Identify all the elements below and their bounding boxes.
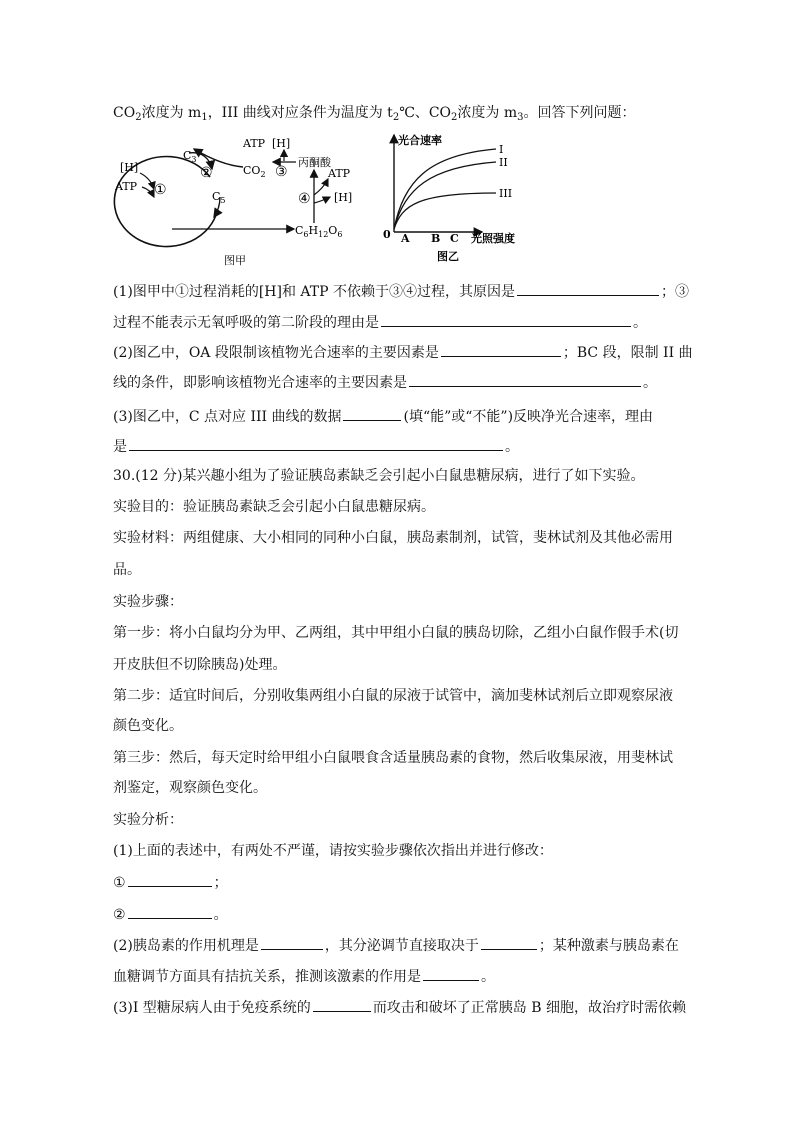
q30-step2-line-2: 颜色变化。 <box>113 718 183 734</box>
q30-materials-2: 品。 <box>113 562 141 578</box>
x-tick-c: C <box>450 232 459 245</box>
q30-step3-line-1: 第三步：然后，每天定时给甲组小白鼠喂食含适量胰岛素的食物，然后收集尿液，用斐林试 <box>113 750 673 766</box>
a2-text: ，其分泌调节直接取决于 <box>324 938 479 954</box>
q3-text: (填“能”或“不能”)反映净光合速率，理由 <box>403 409 654 425</box>
answer-blank[interactable] <box>343 406 401 421</box>
item-marker: ① <box>113 875 126 891</box>
subscript: 2 <box>392 112 400 123</box>
a2-text: 血糖调节方面具有拮抗关系，推测该激素的作用是 <box>113 969 421 985</box>
answer-blank[interactable] <box>409 372 641 387</box>
co2-label: $CO_2$ <box>243 164 266 179</box>
q30-steps-heading: 实验步骤： <box>113 594 183 610</box>
q1-line-1 <box>113 281 689 302</box>
intro-text: ℃、CO <box>399 105 452 121</box>
intro-text: 浓度为 m <box>141 105 202 121</box>
q30-a3-line-1 <box>113 997 686 1018</box>
intro-text: CO <box>113 105 136 121</box>
answer-blank[interactable] <box>423 966 479 981</box>
step-3-label: ③ <box>275 164 288 180</box>
atp-left-label: ATP <box>115 180 138 193</box>
a2-text: (2)胰岛素的作用机理是 <box>113 938 259 954</box>
answer-blank[interactable] <box>128 904 212 919</box>
answer-blank[interactable] <box>481 935 537 950</box>
step-1-label: ① <box>154 182 167 198</box>
curve-iii <box>394 193 496 229</box>
q1-text: 。 <box>633 315 647 331</box>
q3-text: 。 <box>505 439 519 455</box>
arrow-to-atp-right <box>314 179 328 195</box>
q3-line-1 <box>113 406 653 427</box>
q30-purpose: 实验目的：验证胰岛素缺乏会引起小白鼠患糖尿病。 <box>113 499 435 515</box>
curve-i <box>394 149 496 229</box>
legend-i: I <box>499 143 504 156</box>
figure-jia-caption: 图甲 <box>224 254 246 267</box>
q1-text: ；③ <box>660 284 689 300</box>
answer-blank[interactable] <box>441 342 561 357</box>
q30-header: 30.(12 分)某兴趣小组为了验证胰岛素缺乏会引起小白鼠患糖尿病，进行了如下实验。 <box>113 468 645 484</box>
q30-a2-line-2 <box>113 966 495 987</box>
q30-a1: (1)上面的表述中，有两处不严谨，请按实验步骤依次指出并进行修改： <box>113 843 553 859</box>
q30-step2-line-1: 第二步：适宜时间后，分别收集两组小白鼠的尿液于试管中，滴加斐林试剂后立即观察尿液 <box>113 688 673 704</box>
origin-label: 0 <box>383 228 391 241</box>
answer-blank[interactable] <box>517 281 659 296</box>
atp-right-label: ATP <box>328 167 351 180</box>
q1-text: (1)图甲中①过程消耗的[H]和 ATP 不依赖于③④过程，其原因是 <box>113 284 515 300</box>
item-marker: ② <box>113 907 126 923</box>
q1-line-2 <box>113 312 647 333</box>
q3-text: (3)图乙中，C 点对应 III 曲线的数据 <box>113 409 342 425</box>
subscript: 3 <box>517 112 524 123</box>
subscript: 1 <box>201 112 208 123</box>
q30-a1-item-2 <box>113 904 228 925</box>
figure-yi-caption: 图乙 <box>437 250 459 263</box>
q30-step1-line-1: 第一步：将小白鼠均分为甲、乙两组，其中甲组小白鼠的胰岛切除，乙组小白鼠作假手术(切 <box>113 625 679 641</box>
q2-text: 。 <box>643 375 657 391</box>
glucose-label: $C_6H_{12}O_6$ <box>295 224 343 239</box>
answer-blank[interactable] <box>313 997 371 1012</box>
x-axis-label: 光照强度 <box>471 232 515 245</box>
q30-a1-item-1 <box>113 872 228 893</box>
q2-line-2 <box>113 372 657 393</box>
intro-text: 浓度为 m <box>457 105 518 121</box>
q2-text: 线的条件，即影响该植物光合速率的主要因素是 <box>113 375 407 391</box>
a3-text: 而攻击和破坏了正常胰岛 B 细胞，故治疗时需依赖 <box>372 1000 686 1016</box>
punctuation: 。 <box>213 907 228 923</box>
arrow-to-h-right <box>314 197 330 203</box>
h-top-label: [H] <box>272 137 291 150</box>
c3-label: $C_3$ <box>183 149 197 164</box>
legend-iii: III <box>499 187 513 200</box>
answer-blank[interactable] <box>128 872 212 887</box>
q2-line-1 <box>113 342 693 363</box>
a2-text: 。 <box>481 969 495 985</box>
arrow-atp-left <box>142 187 154 197</box>
q30-a2-line-1 <box>113 935 679 956</box>
h-left-label: [H] <box>120 161 139 174</box>
intro-text: ，III 曲线对应条件为温度为 t <box>207 105 393 121</box>
q30-step1-line-2: 开皮肤但不切除胰岛)处理。 <box>113 657 287 673</box>
answer-blank[interactable] <box>129 436 503 451</box>
q30-analysis-heading: 实验分析： <box>113 812 183 828</box>
y-axis-label: 光合速率 <box>398 134 442 147</box>
q30-materials-1: 实验材料：两组健康、大小相同的同种小白鼠，胰岛素制剂，试管，斐林试剂及其他必需用 <box>113 530 673 546</box>
intro-line <box>113 103 636 123</box>
arrow-h-left <box>140 173 154 189</box>
step-2-label: ② <box>200 165 213 181</box>
q3-text: 是 <box>113 439 127 455</box>
atp-top-label: ATP <box>243 137 266 150</box>
figure-jia <box>112 133 357 271</box>
legend-ii: II <box>499 156 508 169</box>
answer-blank[interactable] <box>381 312 631 327</box>
q30-step3-line-2: 剂鉴定，观察颜色变化。 <box>113 780 267 796</box>
q2-text: ；BC 段，限制 II 曲 <box>562 345 693 361</box>
step-4-label: ④ <box>298 191 311 207</box>
intro-text: 。回答下列问题： <box>523 105 636 121</box>
subscript: 2 <box>135 112 142 123</box>
c5-label: $C_5$ <box>212 190 226 205</box>
figure-yi-chart <box>378 129 538 269</box>
q2-text: (2)图乙中，OA 段限制该植物光合速率的主要因素是 <box>113 345 439 361</box>
pyruvate-label: 丙酮酸 <box>298 156 331 169</box>
punctuation: ； <box>213 875 228 891</box>
answer-blank[interactable] <box>261 935 323 950</box>
h-right-label: [H] <box>334 191 353 204</box>
x-tick-a: A <box>401 232 410 245</box>
subscript: 2 <box>451 112 458 123</box>
x-tick-b: B <box>431 232 441 245</box>
q3-line-2 <box>113 436 519 457</box>
q1-text: 过程不能表示无氧呼吸的第二阶段的理由是 <box>113 315 379 331</box>
a2-text: ；某种激素与胰岛素在 <box>538 938 679 954</box>
a3-text: (3)I 型糖尿病人由于免疫系统的 <box>113 1000 311 1016</box>
